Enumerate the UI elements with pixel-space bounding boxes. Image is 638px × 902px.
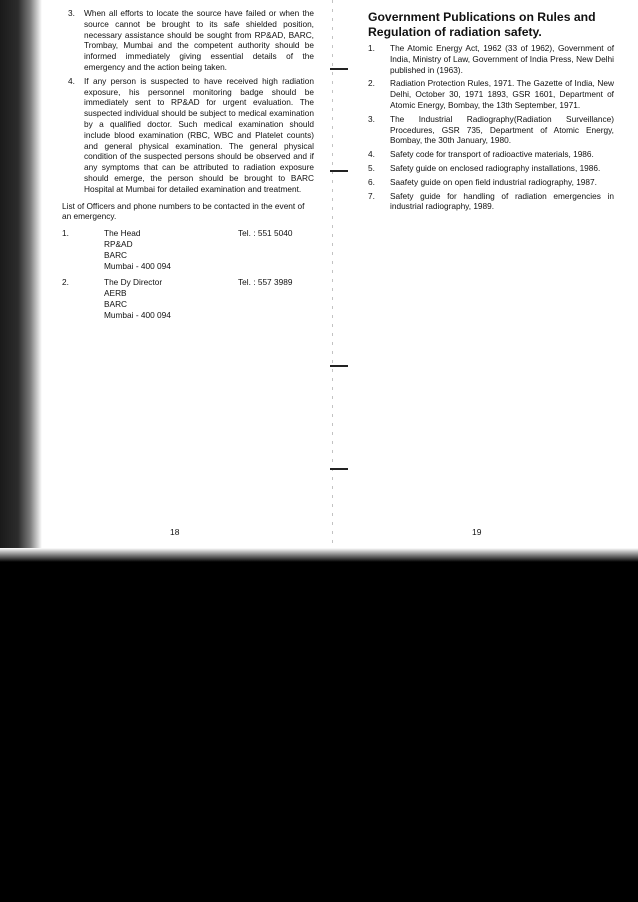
item-text: If any person is suspected to have received high radiation exposure, his personnel monitoring badge should be immediately sent to RP&AD for urgent evaluation. The suspected individual should be subject to medical examination by a qualified doctor. Such medical examination should include blood examination (RBC, WBC and Platelet counts) and general physical examination. The general physical condition of the suspected persons should be observed and if any symptoms that can be attributed to radiation exposure should emerge, the person should be brought to BARC Hospital at Mumbai for detailed examination and treatment. [84, 75, 314, 194]
left-page-column [62, 8, 314, 321]
contact-phone: Tel. : 557 3989 [238, 277, 293, 288]
page-number-left: 18 [170, 527, 180, 537]
item-number: 3. [368, 113, 375, 124]
scan-background [0, 548, 638, 902]
scan-edge-shadow [0, 0, 42, 560]
item-text: Saafety guide on open field industrial radiography, 1987. [390, 176, 597, 187]
contact-line: Mumbai - 400 094 [104, 260, 171, 271]
contact-line: BARC [104, 249, 128, 260]
publication-item [368, 149, 614, 160]
item-text: Radiation Protection Rules, 1971. The Gazette of India, New Delhi, October 30, 1971 1893, GSR 1601, Department of Atomic Energy, Bombay, the 13th September, 1971. [390, 78, 614, 110]
publication-item [368, 177, 614, 188]
contact-number: 1. [62, 228, 69, 239]
item-number: 5. [368, 162, 375, 173]
contact-phone: Tel. : 551 5040 [238, 228, 293, 239]
contact-line: The Head [104, 228, 141, 239]
contact-entry [62, 277, 314, 320]
gutter-mark [330, 365, 348, 367]
section-heading: Government Publications on Rules and Regulation of radiation safety. [368, 10, 596, 39]
page-number-right: 19 [472, 527, 482, 537]
item-number: 3. [68, 8, 75, 18]
binding-gutter [332, 0, 333, 560]
list-item [62, 76, 314, 195]
contact-line: AERB [104, 288, 127, 299]
officers-intro: List of Officers and phone numbers to be contacted in the event of an emergency. [62, 200, 305, 222]
item-text: When all efforts to locate the source have failed or when the source cannot be brought to its safe shielded position, necessary assistance should be sought from RP&AD, BARC, Trombay, Mumbai and the competent authority should be informed immediately giving essential details of the emergency and the action being taken. [84, 8, 314, 72]
contact-line: BARC [104, 298, 128, 309]
publication-item [368, 43, 614, 75]
item-number: 6. [368, 176, 375, 187]
right-page-column [368, 10, 614, 215]
item-number: 2. [368, 78, 375, 89]
contact-number: 2. [62, 277, 69, 288]
gutter-mark [330, 68, 348, 70]
contact-line: The Dy Director [104, 277, 163, 288]
contact-entry [62, 228, 314, 271]
publication-item [368, 78, 614, 110]
publication-item [368, 163, 614, 174]
item-text: Safety guide on enclosed radiography installations, 1986. [390, 162, 601, 173]
contact-address [104, 228, 238, 271]
item-number: 1. [368, 43, 375, 53]
item-text: Safety guide for handling of radiation emergencies in industrial radiography, 1989. [390, 190, 614, 212]
item-text: Safety code for transport of radioactive materials, 1986. [390, 149, 594, 160]
item-number: 4. [68, 75, 75, 86]
contact-address [104, 277, 238, 320]
gutter-mark [330, 468, 348, 470]
contact-line: Mumbai - 400 094 [104, 309, 171, 320]
item-number: 7. [368, 190, 375, 201]
publication-item [368, 191, 614, 213]
list-item [62, 8, 314, 73]
publication-item [368, 114, 614, 146]
item-number: 4. [368, 149, 375, 160]
gutter-mark [330, 170, 348, 172]
item-text: The Industrial Radiography(Radiation Surveillance) Procedures, GSR 735, Department of Atomic Energy, Bombay, the 30th January, 1980. [390, 113, 614, 146]
item-text: The Atomic Energy Act, 1962 (33 of 1962), Government of India, Ministry of Law, Government of India Press, New Delhi published in (1963). [390, 43, 614, 75]
contact-line: RP&AD [104, 238, 133, 249]
